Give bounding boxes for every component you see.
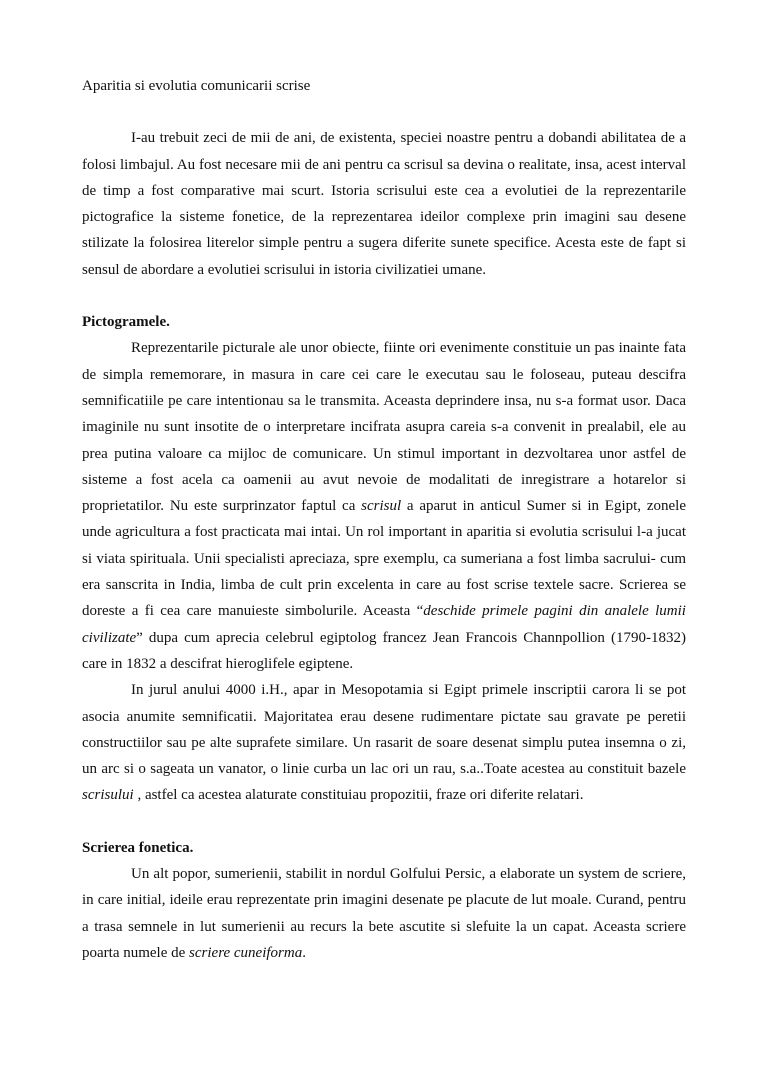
pictograms-paragraph-2 (82, 677, 686, 808)
text-run: . (302, 944, 306, 961)
intro-paragraph: I-au trebuit zeci de mii de ani, de existenta, speciei noastre pentru a dobandi abilitatea de a folosi limbajul. Au fost necesare mii de ani pentru ca scrisul sa devina o realitate, insa, acest interval de timp a fost comparative mai scurt. Istoria scrisului este cea a evolutiei de la reprezentarile pictografice la sisteme fonetice, de la reprezentarea ideilor complexe prin imagini sau desene stilizate la folosirea literelor simple pentru a sugera diferite sunete specifice. Acesta este de fapt si sensul de abordare a evolutiei scrisului in istoria civilizatiei umane. (82, 130, 686, 278)
emphasis-text: scriere cuneiforma (189, 944, 303, 961)
text-run: In jurul anului 4000 i.H., apar in Mesopotamia si Egipt primele inscriptii carora li se pot asocia anumite semnificatii. Majoritatea erau desene rudimentare pictate sau gravate pe peretii constructiilor sau pe alte suprafete similare. Un rasarit de soare desenat simplu putea insemna o zi, un arc si o sageata un vanator, o linie curba un lac ori un rau, s.a..Toate acestea au constituit bazele (82, 682, 686, 778)
document-title: Aparitia si evolutia comunicarii scrise (82, 78, 311, 94)
section-heading-pictograms: Pictogramele. (82, 314, 170, 331)
emphasis-text: scrisului (82, 787, 134, 804)
text-run: a aparut in anticul Sumer si in Egipt, zonele unde agricultura a fost practicata mai intai. Un rol important in aparitia si evolutia scrisului l-a jucat si viata spirituala. Unii specialisti apreciaza, spre exemplu, ca sumeriana a fost limba sacrului- cum era sanscrita in India, limba de cult prin excelenta in care au fost scrise textele sacre. Scrierea se doreste a fi cea care manuieste simbolurile. Aceasta “ (82, 498, 686, 620)
emphasis-text: scrisul (361, 498, 402, 515)
text-run: Un alt popor, sumerienii, stabilit in nordul Golfului Persic, a elaborate un system de scriere, in care initial, ideile erau reprezentate prin imagini desenate pe placute de lut moale. Curand, pentru a trasa semnele in lut sumerienii au recurs la bete ascutite si slefuite la un capat. Aceasta scriere poarta numele de (82, 866, 686, 961)
text-run: ” dupa cum aprecia celebrul egiptolog francez Jean Francois Channpollion (1790-1832) care in 1832 a descifrat hieroglifele egiptene. (82, 629, 686, 672)
emphasis-quote: deschide primele pagini din analele lumii civilizate (82, 603, 686, 646)
text-run: , astfel ca acestea alaturate constituiau propozitii, fraze ori diferite relatari. (133, 787, 584, 804)
document-page (82, 73, 686, 966)
pictograms-paragraph-1 (82, 335, 686, 677)
text-run: Reprezentarile picturale ale unor obiecte, fiinte ori evenimente constituie un pas inainte fata de simpla rememorare, in masura in care cei care le executau sau le foloseau, puteau descifra semnificatiile pe care intentionau sa le transmita. Aceasta deprindere insa, nu s-a format usor. Daca imaginile nu sunt insotite de o interpretare incifrata asupra careia s-a convenit in prealabil, ele au prea putina valoare ca mijloc de comunicare. Un stimul important in dezvoltarea unor astfel de sisteme a fost acela ca oamenii au avut nevoie de modalitati de inregistrare a hotarelor si proprietatilor. Nu este surprinzator faptul ca (82, 340, 686, 515)
section-heading-phonetic: Scrierea fonetica. (82, 839, 194, 856)
phonetic-paragraph-1 (82, 861, 686, 966)
